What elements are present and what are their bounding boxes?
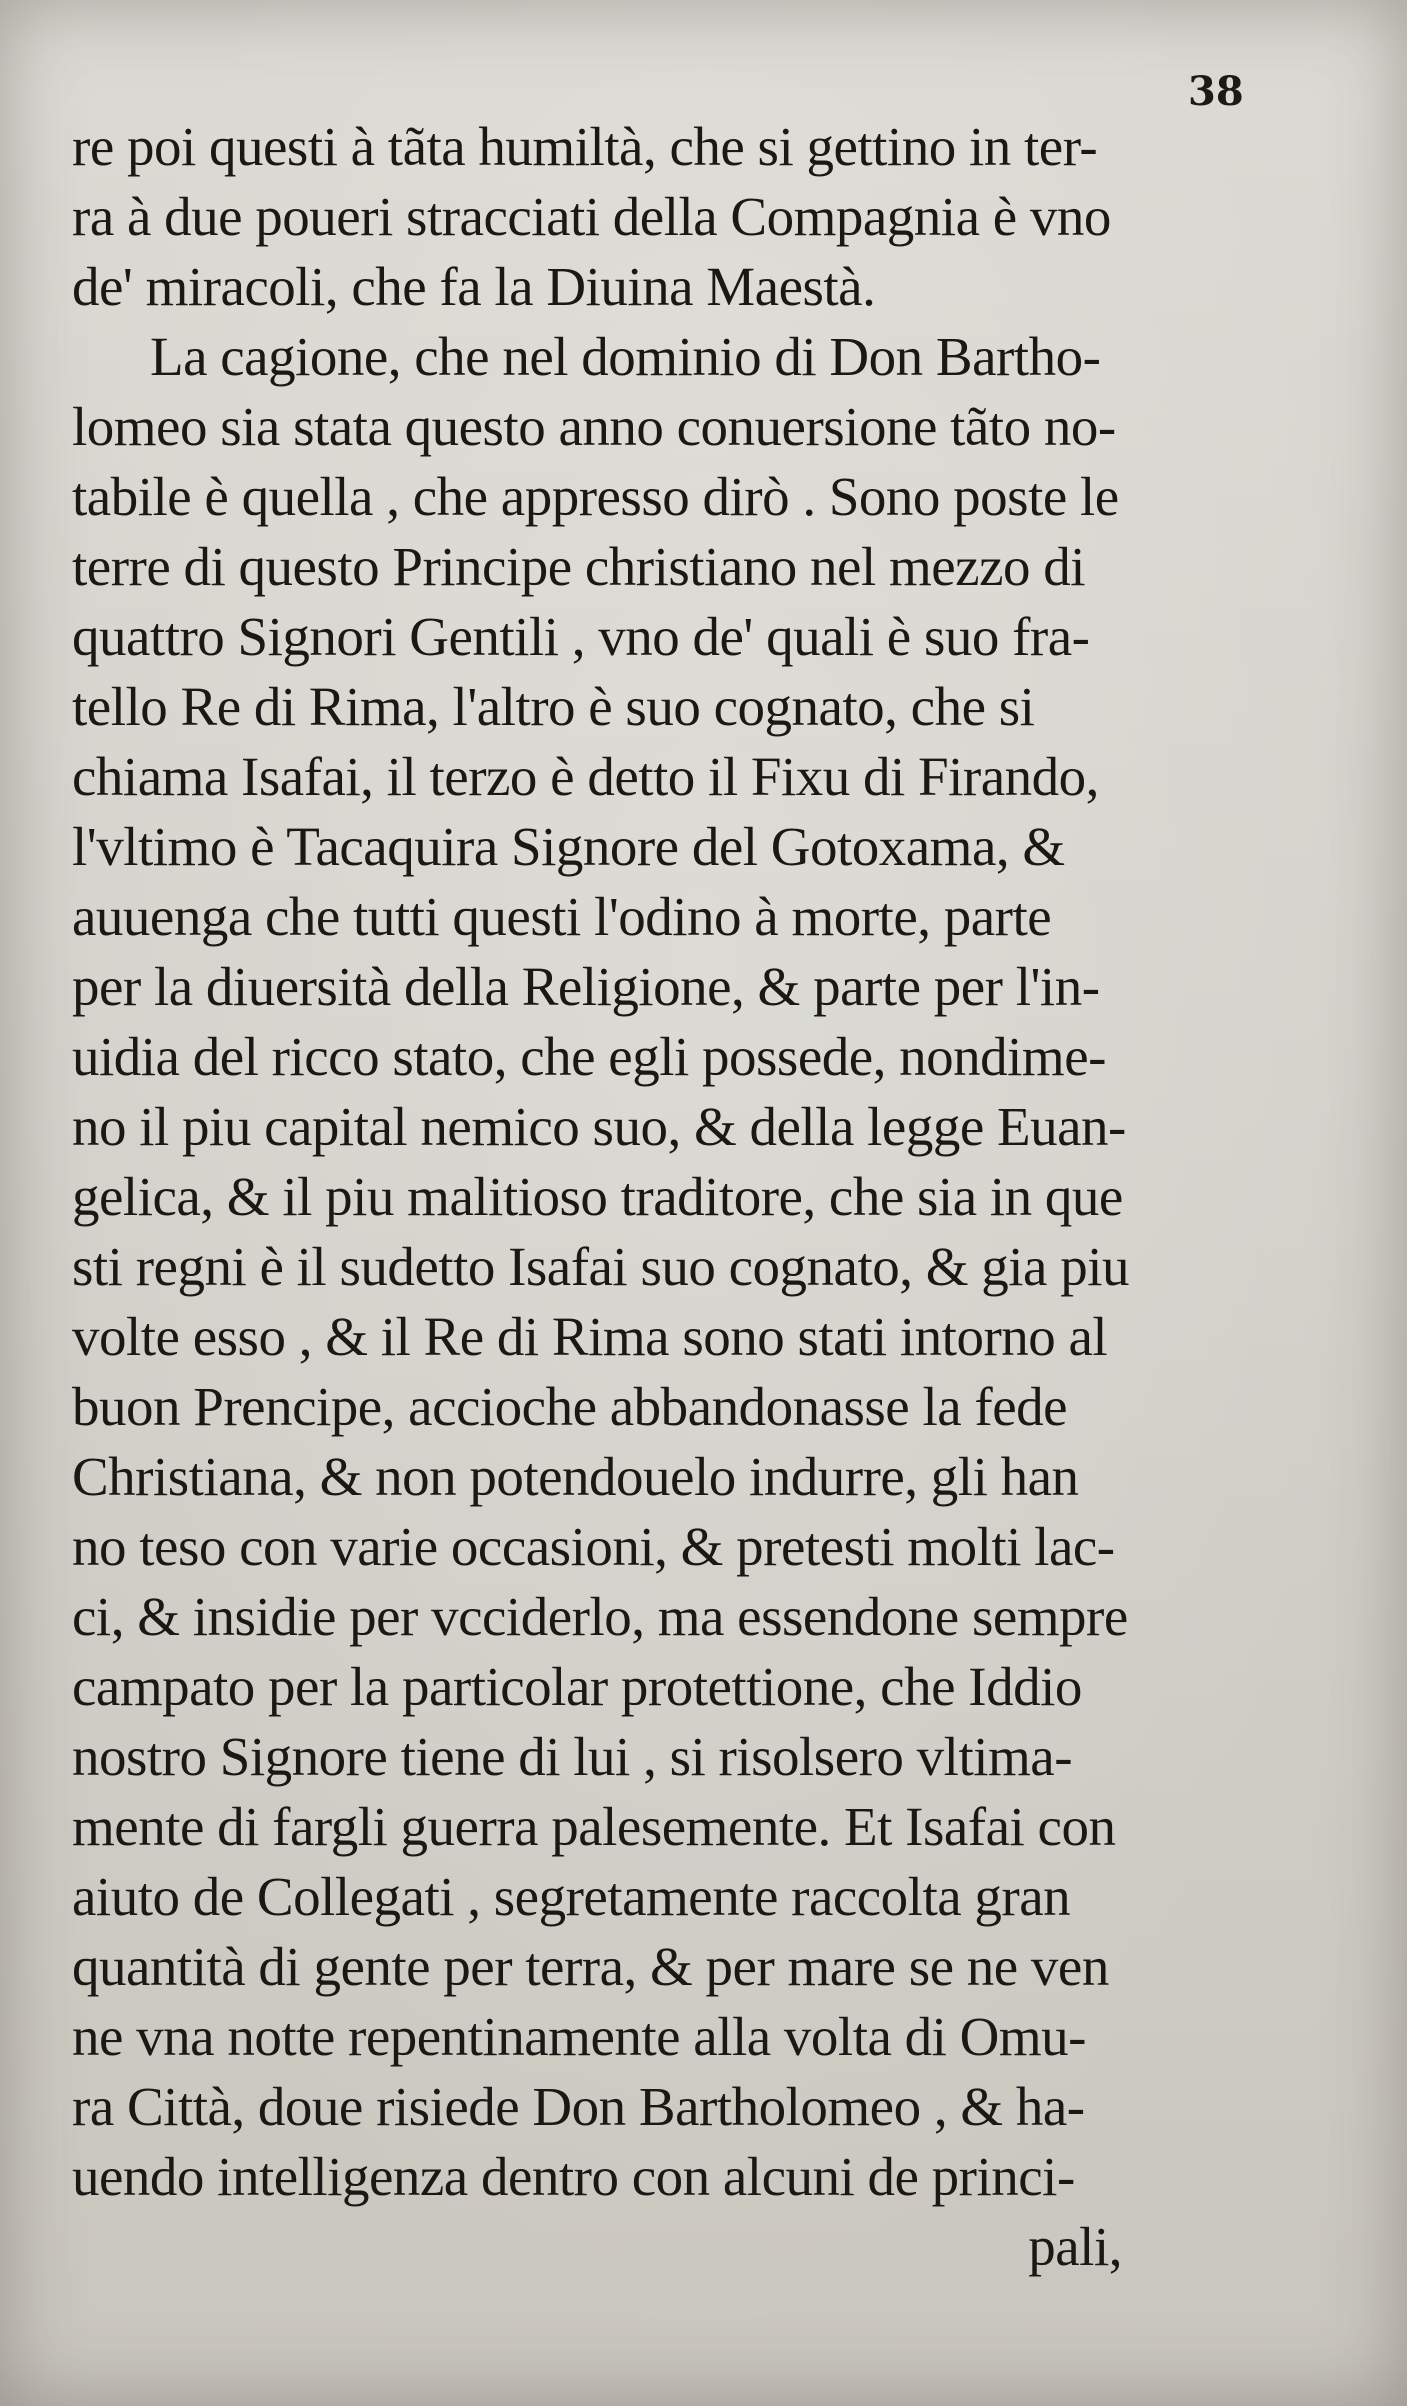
catchword: pali, xyxy=(1028,2216,1122,2277)
text-line: ne vna notte repentinamente alla volta di Omu- xyxy=(72,2006,1086,2067)
text-line: auuenga che tutti questi l'odino à morte, parte xyxy=(72,886,1052,947)
text-line: no il piu capital nemico suo, & della legge Euan- xyxy=(72,1096,1126,1157)
text-line: uidia del ricco stato, che egli possede, nondime- xyxy=(72,1026,1106,1087)
text-line: aiuto de Collegati , segretamente raccolta gran xyxy=(72,1866,1071,1927)
text-line: lomeo sia stata questo anno conuersione tãto no- xyxy=(72,396,1116,457)
text-line: campato per la particolar protettione, che Iddio xyxy=(72,1656,1082,1717)
text-line: per la diuersità della Religione, & parte per l'in- xyxy=(72,956,1100,1017)
text-line: volte esso , & il Re di Rima sono stati intorno al xyxy=(72,1306,1108,1367)
text-line: l'vltimo è Tacaquira Signore del Gotoxama, & xyxy=(72,816,1065,877)
paragraph-start-line: La cagione, che nel dominio di Don Bartho- xyxy=(150,326,1101,387)
text-line: ci, & insidie per vcciderlo, ma essendone sempre xyxy=(72,1586,1128,1647)
text-line: quattro Signori Gentili , vno de' quali è suo fra- xyxy=(72,606,1090,667)
text-line: re poi questi à tãta humiltà, che si gettino in ter- xyxy=(72,116,1098,177)
text-line: tabile è quella , che appresso dirò . Sono poste le xyxy=(72,466,1119,527)
text-line: Christiana, & non potendouelo indurre, gli han xyxy=(72,1446,1079,1507)
page-number: 38 xyxy=(1188,68,1244,115)
text-line: uendo intelligenza dentro con alcuni de princi- xyxy=(72,2146,1075,2207)
text-line: terre di questo Principe christiano nel mezzo di xyxy=(72,536,1086,597)
text-line: de' miracoli, che fa la Diuina Maestà. xyxy=(72,256,876,317)
body-text xyxy=(72,112,1272,2282)
text-line: nostro Signore tiene di lui , si risolsero vltima- xyxy=(72,1726,1073,1787)
text-line: quantità di gente per terra, & per mare se ne ven xyxy=(72,1936,1109,1997)
text-line: gelica, & il piu malitioso traditore, che sia in que xyxy=(72,1166,1123,1227)
text-line: no teso con varie occasioni, & pretesti molti lac- xyxy=(72,1516,1115,1577)
text-line: ra à due poueri stracciati della Compagnia è vno xyxy=(72,186,1111,247)
text-line: mente di fargli guerra palesemente. Et Isafai con xyxy=(72,1796,1116,1857)
text-line: ra Città, doue risiede Don Bartholomeo , & ha- xyxy=(72,2076,1085,2137)
text-line: sti regni è il sudetto Isafai suo cognato, & gia piu xyxy=(72,1236,1129,1297)
text-line: buon Prencipe, accioche abbandonasse la fede xyxy=(72,1376,1068,1437)
text-line: chiama Isafai, il terzo è detto il Fixu di Firando, xyxy=(72,746,1099,807)
text-line: tello Re di Rima, l'altro è suo cognato, che si xyxy=(72,676,1035,737)
